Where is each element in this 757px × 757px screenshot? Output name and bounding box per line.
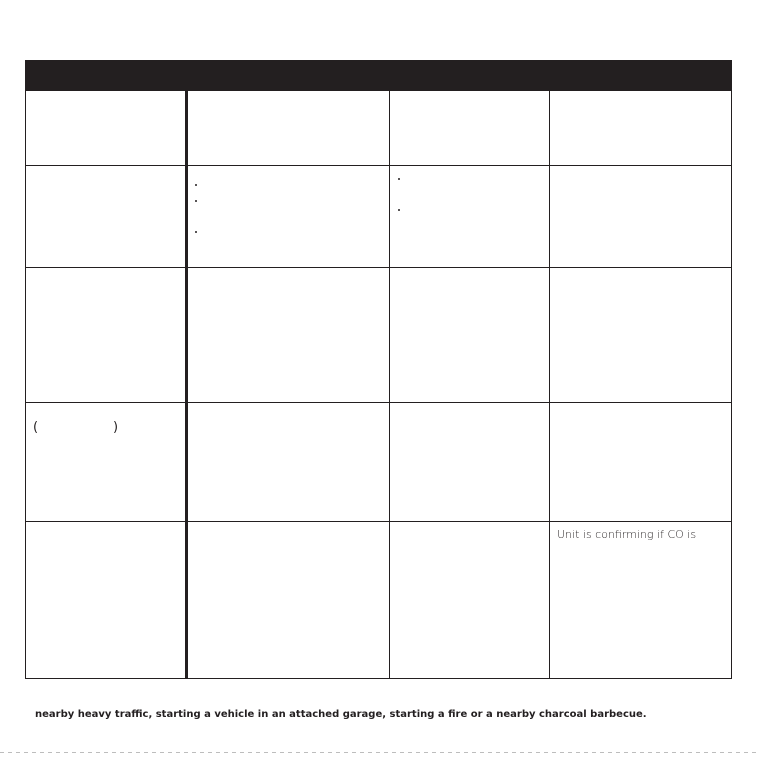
- table-border-bottom: [25, 678, 732, 679]
- row-divider-1: [25, 165, 732, 166]
- table-grid: [25, 91, 732, 679]
- list-bullet: [195, 231, 197, 233]
- column-divider-2: [389, 91, 390, 679]
- column-divider-1: [185, 91, 188, 679]
- list-bullet: [195, 184, 197, 186]
- list-bullet: [195, 200, 197, 202]
- row4-close-paren: ): [113, 420, 119, 435]
- table-header-bar: [25, 60, 732, 91]
- row-divider-3: [25, 402, 732, 403]
- list-bullet: [398, 178, 400, 180]
- page-edge-dashes: [0, 752, 757, 753]
- row5-col4-text: Unit is confirming if CO is: [557, 528, 697, 541]
- row-divider-2: [25, 267, 732, 268]
- row4-open-paren: (: [33, 420, 39, 435]
- column-divider-3: [549, 91, 550, 679]
- list-bullet: [398, 209, 400, 211]
- table-border-left: [25, 91, 26, 679]
- table-border-right: [731, 91, 732, 679]
- footer-text: nearby heavy traffic, starting a vehicle in an attached garage, starting a fire or a nearby charcoal barbecue.: [35, 709, 647, 720]
- row-divider-4: [25, 521, 732, 522]
